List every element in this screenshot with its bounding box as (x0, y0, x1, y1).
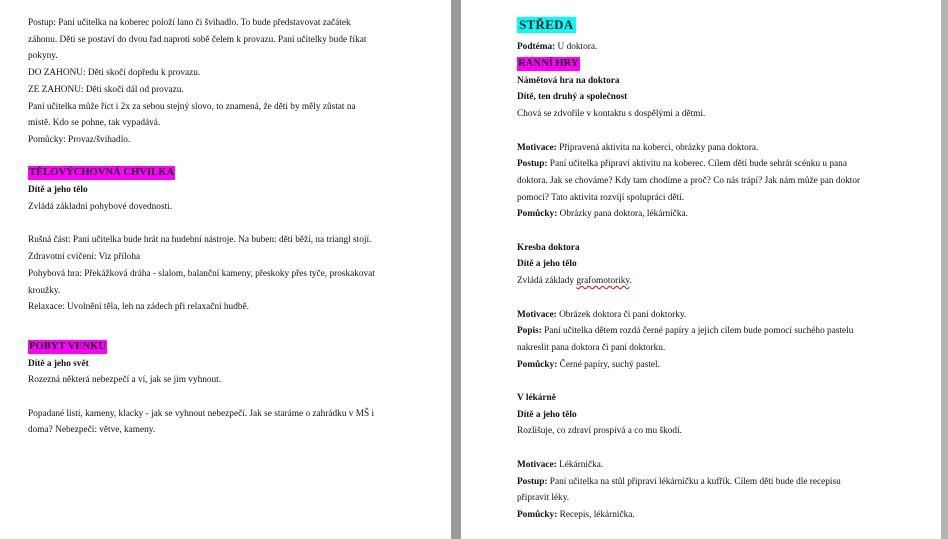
motivace-text: Obrázek doktora či paní doktorky. (556, 309, 687, 320)
activity-area: Dítě a jeho tělo (517, 259, 577, 270)
day-heading: STŘEDA (519, 17, 574, 32)
morning-games-heading: RANNÍ HRY (518, 57, 579, 69)
page-gutter (451, 0, 461, 539)
section-line: Popadané listí, kameny, klacky - jak se vyhnout nebezpečí. Jak se staráme o zahrádku v MŠ i (28, 408, 375, 419)
motivace-label: Motivace: (517, 459, 557, 470)
document-page-left (0, 0, 451, 539)
section-line: kroužky. (28, 285, 61, 296)
activity-title: V lékárně (517, 393, 556, 403)
section-heading-telovychovna: TĚLOVÝCHOVNÁ CHVILKA (29, 167, 175, 179)
intro-line: záhonu. Děti se postaví do dvou řad naproti sobě čelem k provazu. Paní učitelky bude říkat (28, 34, 367, 45)
postup-text: Paní učitelka připraví aktivitu na koberec. Cílem dětí bude sehrát scénku u pana (547, 159, 847, 170)
page-edge (941, 0, 948, 539)
section-goal: Rozezná některá nebezpečí a ví, jak se jim vyhnout. (28, 375, 222, 386)
intro-line: ZE ZAHONU: Děti skočí dál od provazu. (28, 84, 184, 95)
section-goal: Zvládá základní pohybové dovednosti. (28, 202, 173, 213)
activity-title: Kresba doktora (517, 242, 580, 253)
section-line: Rušná část: Paní učitelka bude hrát na hudební nástroje. Na buben: děti běží, na triangl stojí. (28, 235, 372, 246)
postup-label: Postup: (517, 159, 548, 170)
postup-text: doktora. Jak se chováme? Kdy tam chodíme a proč? Co nás trápí? Jak nám může pan doktor (517, 175, 861, 186)
motivace-text: Lékárnička. (556, 459, 604, 470)
activity-goal-suffix: . (629, 276, 632, 287)
motivace-label: Motivace: (517, 309, 557, 320)
activity-area: Dítě, ten druhý a společnost (517, 92, 628, 103)
postup-text: pomoci? Tato aktivita rozvíjí spolupráci dětí. (517, 192, 684, 203)
motivace-text: Připravená aktivita na koberci, obrázky pana doktora. (556, 142, 759, 153)
postup-text: připravit léky. (517, 493, 570, 504)
postup-text: Paní učitelka na stůl připraví lékárničku a kufřík. Cílem dětí bude dle recepisu (547, 476, 841, 487)
activity-title: Námětová hra na doktora (517, 75, 620, 86)
intro-line: místě. Kdo se pohne, tak vypadává. (28, 118, 161, 129)
activity-goal: Zvládá základy (517, 276, 577, 287)
postup-label: Postup: (517, 476, 548, 487)
document-page-right (461, 0, 941, 539)
section-line: Zdravotní cvičení: Viz příloha (28, 252, 141, 263)
popis-label: Popis: (517, 326, 542, 337)
activity-goal: Chová se zdvořile v kontaktu s dospělými a dětmi. (517, 109, 706, 120)
pomucky-text: Recepis, lékárnička. (557, 509, 635, 520)
intro-line: pokyny. (28, 51, 58, 62)
section-area: Dítě a jeho svět (28, 358, 89, 369)
section-heading-pobyt-venku: POBYT VENKU (29, 340, 107, 352)
pomucky-text: Obrázky pana doktora, lékárnička. (557, 209, 688, 220)
activity-goal: Rozlišuje, co zdraví prospívá a co mu škodí. (517, 426, 682, 437)
popis-text: nakreslit pana doktora či paní doktorku. (517, 342, 666, 353)
section-area: Dítě a jeho tělo (28, 185, 88, 196)
motivace-label: Motivace: (517, 142, 557, 153)
activity-area: Dítě a jeho tělo (517, 409, 577, 420)
subtopic-value: U doktora. (555, 42, 598, 52)
popis-text: Paní učitelka dětem rozdá černé papíry a jejich cílem bude pomocí suchého pastelu (541, 326, 854, 337)
section-line: Pohybová hra: Překážková dráha - slalom, balanční kameny, přeskoky přes tyče, proskakovat (28, 268, 375, 279)
subtopic-label: Podtéma: (517, 42, 556, 52)
spellcheck-word: grafomotoriky (576, 276, 630, 287)
pomucky-label: Pomůcky: (517, 509, 558, 520)
pomucky-label: Pomůcky: (517, 359, 558, 370)
intro-line: DO ZAHONU: Děti skočí dopředu k provazu. (28, 68, 201, 79)
section-line: Relaxace: Uvolnění těla, leh na zádech při relaxační hudbě. (28, 302, 249, 313)
pomucky-label: Pomůcky: (517, 209, 558, 220)
intro-line: Pomůcky: Provaz/švihadlo. (28, 134, 131, 145)
section-line: doma? Nebezpečí: větve, kameny. (28, 425, 156, 436)
intro-line: Postup: Paní učitelka na koberec položí lano či švihadlo. To bude představovat začátek (28, 18, 351, 28)
intro-line: Paní učitelka může říct i 2x za sebou stejný slovo, to znamená, že děti by měly zůstat na (28, 101, 356, 112)
pomucky-text: Černé papíry, suchý pastel. (557, 359, 660, 370)
